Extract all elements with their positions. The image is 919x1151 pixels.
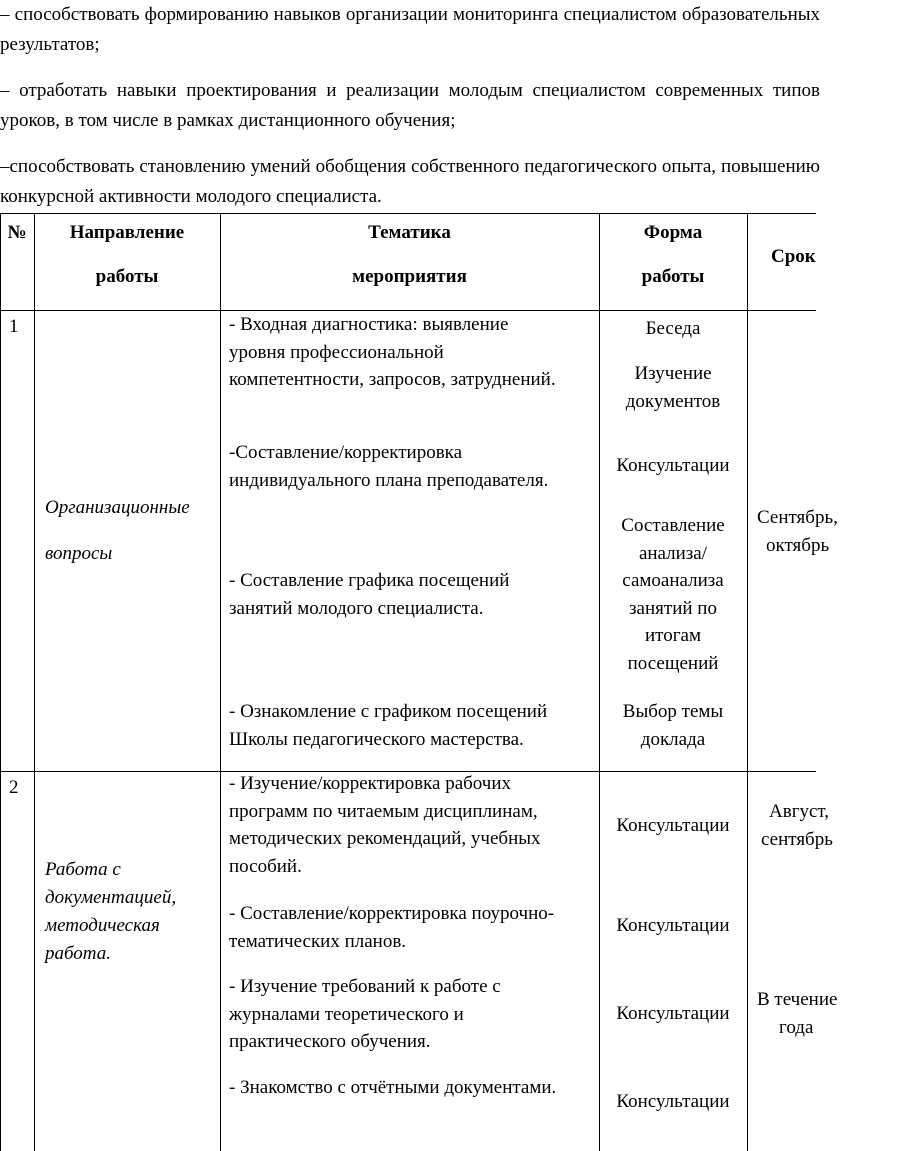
row2-term-b: В течение года <box>757 989 838 1038</box>
table-column-divider <box>220 213 221 1151</box>
table-border-left <box>0 213 1 1151</box>
row2-topic-4: - Знакомство с отчётными документами. <box>229 1077 557 1098</box>
row2-topic-2: - Составление/корректировка поурочно-тематических планов. <box>229 903 555 952</box>
intro-item-1: – способствовать формированию навыков организации мониторинга специалистом образовательных результатов; <box>0 4 820 55</box>
row2-topic-3: - Изучение требований к работе с журналами теоретического и практического обучения. <box>229 976 501 1052</box>
row1-num: 1 <box>9 316 19 337</box>
intro-item-3: –способствовать становлению умений обобщения собственного педагогического опыта, повышению конкурсной активности молодого специалиста. <box>0 156 820 207</box>
table-border-top <box>0 213 816 214</box>
row2-term-a: Август, сентябрь <box>761 801 833 850</box>
row1-direction: Организационные вопросы <box>45 497 190 564</box>
row1-form-3: Консультации <box>616 455 730 476</box>
row1-form-4: Составление анализа/ самоанализа занятий по итогам посещений <box>621 515 725 674</box>
row2-form-4: Консультации <box>616 1091 730 1112</box>
table-column-divider <box>34 213 35 1151</box>
row2-form-2: Консультации <box>616 915 730 936</box>
header-form: Форма работы <box>641 222 705 287</box>
header-term: Срок <box>771 246 816 267</box>
row1-form-2: Изучение документов <box>625 363 721 412</box>
row1-topic-3: - Составление графика посещений занятий молодого специалиста. <box>229 570 510 619</box>
row1-term: Сентябрь, октябрь <box>757 507 838 556</box>
header-num: № <box>7 222 27 243</box>
header-topic: Тематика мероприятия <box>352 222 467 287</box>
intro-text <box>0 0 820 212</box>
row2-num: 2 <box>9 777 19 798</box>
row2-topic-1: - Изучение/корректировка рабочих программ по читаемым дисциплинам, методических рекомендаций, учебных пособий. <box>229 773 541 877</box>
row1-form-5: Выбор темы доклада <box>622 701 724 750</box>
row2-form-1: Консультации <box>616 815 730 836</box>
row2-form-3: Консультации <box>616 1003 730 1024</box>
intro-item-2: – отработать навыки проектирования и реализации молодым специалистом современных типов уроков, в том числе в рамках дистанционного обучения; <box>0 80 820 131</box>
row2-direction: Работа с документацией, методическая работа. <box>45 859 177 964</box>
header-direction: Направление работы <box>69 222 185 287</box>
row1-topic-1: - Входная диагностика: выявление уровня профессиональной компетентности, запросов, затруднений. <box>229 314 556 390</box>
row1-form-1: Беседа <box>645 318 701 339</box>
row1-topic-4: - Ознакомление с графиком посещений Школы педагогического мастерства. <box>229 701 548 750</box>
row1-topic-2: -Составление/корректировка индивидуального плана преподавателя. <box>229 442 549 491</box>
